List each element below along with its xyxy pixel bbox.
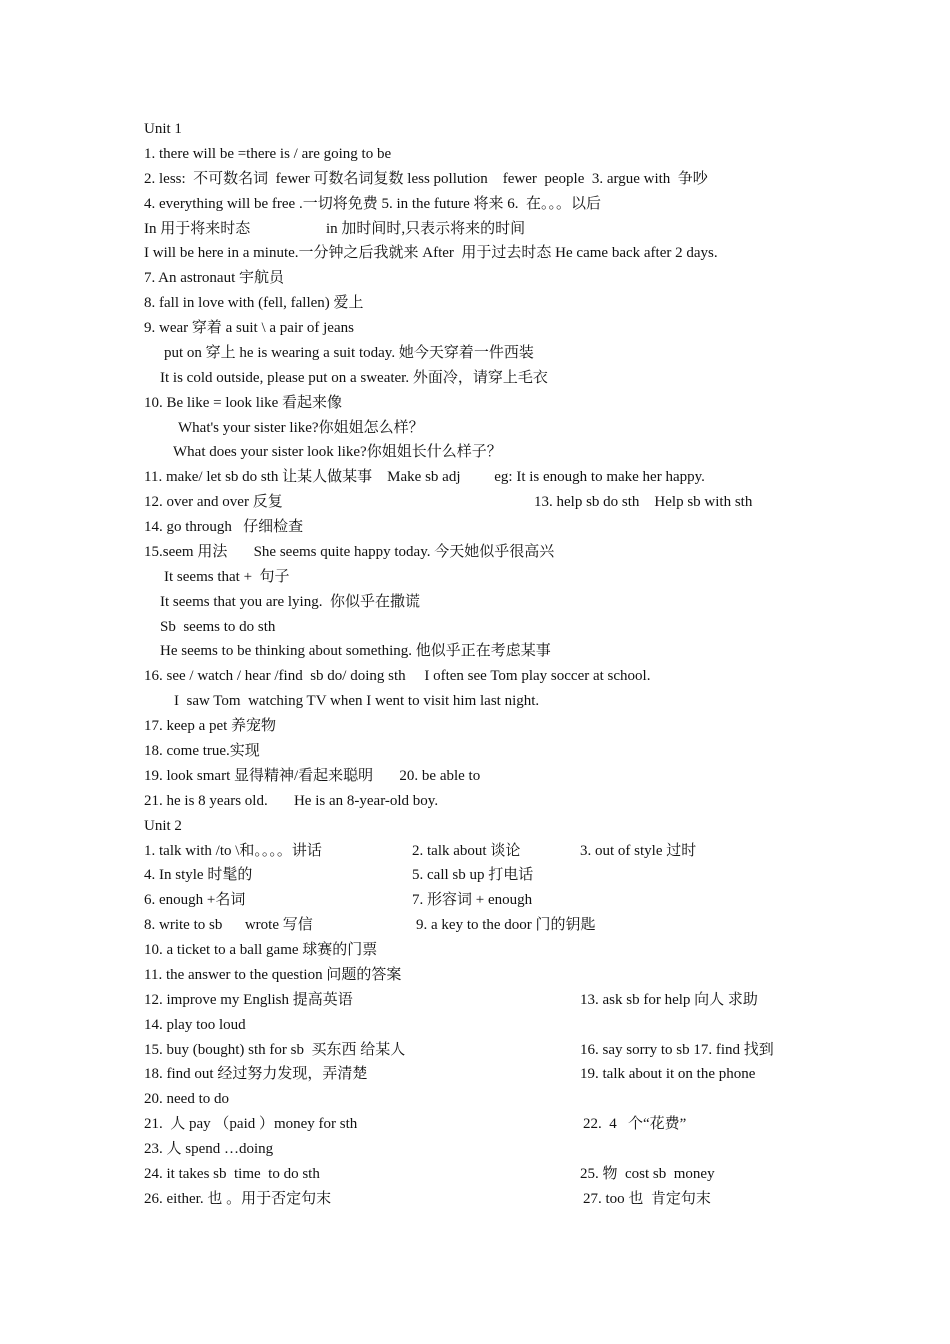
- text-line-col2: 27. too 也 肯定句末: [583, 1191, 711, 1207]
- text-line-col2: 22. 4 个“花费”: [583, 1116, 687, 1132]
- text-line-col2: 9. a key to the door 门的钥匙: [416, 917, 596, 933]
- text-line: 14. go through 仔细检查: [144, 519, 304, 535]
- text-line: 18. find out 经过努力发现，弄清楚: [144, 1066, 368, 1082]
- text-line: 15. buy (bought) sth for sb 买东西 给某人: [144, 1042, 406, 1058]
- text-line: 9. wear 穿着 a suit \ a pair of jeans: [144, 320, 354, 336]
- text-line: 4. In style 时髦的: [144, 867, 253, 883]
- text-line: 11. make/ let sb do sth 让某人做某事 Make sb adj eg: It is enough to make her happy.: [144, 469, 705, 485]
- text-line-col2: 2. talk about 谈论: [412, 843, 521, 859]
- text-line: 6. enough +名词: [144, 892, 246, 908]
- text-line: 17. keep a pet 养宠物: [144, 718, 277, 734]
- text-line: What does your sister look like?你姐姐长什么样子？: [173, 444, 502, 460]
- text-line: 20. need to do: [144, 1091, 229, 1107]
- text-line: He seems to be thinking about something. 他似乎正在考虑某事: [160, 643, 551, 659]
- text-line: 12. over and over 反复: [144, 494, 283, 510]
- text-line: 10. a ticket to a ball game 球赛的门票: [144, 942, 378, 958]
- text-line-col2: 7. 形容词 + enough: [412, 892, 533, 908]
- text-line: 26. either. 也 。用于否定句末: [144, 1191, 332, 1207]
- text-line-col2: 13. ask sb for help 向人 求助: [580, 992, 758, 1008]
- text-line: 4. everything will be free .一切将免费 5. in the future 将来 6. 在。。。以后: [144, 196, 602, 212]
- text-line-col2: in 加时间时,只表示将来的时间: [326, 221, 526, 237]
- text-line-col2: 13. help sb do sth Help sb with sth: [534, 494, 753, 510]
- text-line-col2: 16. say sorry to sb 17. find 找到: [580, 1042, 774, 1058]
- text-line: 16. see / watch / hear /find sb do/ doing sth I often see Tom play soccer at school.: [144, 668, 651, 684]
- text-line: 14. play too loud: [144, 1017, 246, 1033]
- text-line: 7. An astronaut 宇航员: [144, 270, 284, 286]
- text-line: 23. 人 spend …doing: [144, 1141, 274, 1157]
- text-line: 2. less: 不可数名词 fewer 可数名词复数 less pollution fewer people 3. argue with 争吵: [144, 171, 708, 187]
- text-line: 19. look smart 显得精神/看起来聪明 20. be able to: [144, 768, 481, 784]
- text-line: 11. the answer to the question 问题的答案: [144, 967, 402, 983]
- text-line: What's your sister like?你姐姐怎么样？: [178, 420, 424, 436]
- text-line: Sb seems to do sth: [160, 619, 276, 635]
- text-line: 18. come true.实现: [144, 743, 260, 759]
- unit-heading: Unit 2: [144, 818, 182, 834]
- text-line-col3: 3. out of style 过时: [580, 843, 697, 859]
- text-line: 1. there will be =there is / are going to be: [144, 146, 392, 162]
- text-line: It is cold outside, please put on a sweater. 外面冷，请穿上毛衣: [160, 370, 548, 386]
- text-line-col2: 5. call sb up 打电话: [412, 867, 534, 883]
- unit-heading: Unit 1: [144, 121, 182, 137]
- text-line: put on 穿上 he is wearing a suit today. 她今天穿着一件西装: [164, 345, 534, 361]
- text-line: 24. it takes sb time to do sth: [144, 1166, 320, 1182]
- text-line: 21. he is 8 years old. He is an 8-year-old boy.: [144, 793, 439, 809]
- text-line: 1. talk with /to \和。。。。讲话: [144, 843, 322, 859]
- text-line: 12. improve my English 提高英语: [144, 992, 353, 1008]
- text-line: 8. write to sb wrote 写信: [144, 917, 313, 933]
- text-line: In 用于将来时态: [144, 221, 251, 237]
- text-line: It seems that + 句子: [164, 569, 290, 585]
- text-line-col2: 25. 物 cost sb money: [580, 1166, 715, 1182]
- text-line: 8. fall in love with (fell, fallen) 爱上: [144, 295, 364, 311]
- text-line: 21. 人 pay （paid ）money for sth: [144, 1116, 358, 1132]
- text-line: 15.seem 用法 She seems quite happy today. 今天她似乎很高兴: [144, 544, 555, 560]
- text-line: It seems that you are lying. 你似乎在撒谎: [160, 594, 420, 610]
- text-line-col2: 19. talk about it on the phone: [580, 1066, 756, 1082]
- text-line: 10. Be like = look like 看起来像: [144, 395, 343, 411]
- text-line: I will be here in a minute.一分钟之后我就来 After 用于过去时态 He came back after 2 days.: [144, 245, 718, 261]
- text-line: I saw Tom watching TV when I went to visit him last night.: [174, 693, 540, 709]
